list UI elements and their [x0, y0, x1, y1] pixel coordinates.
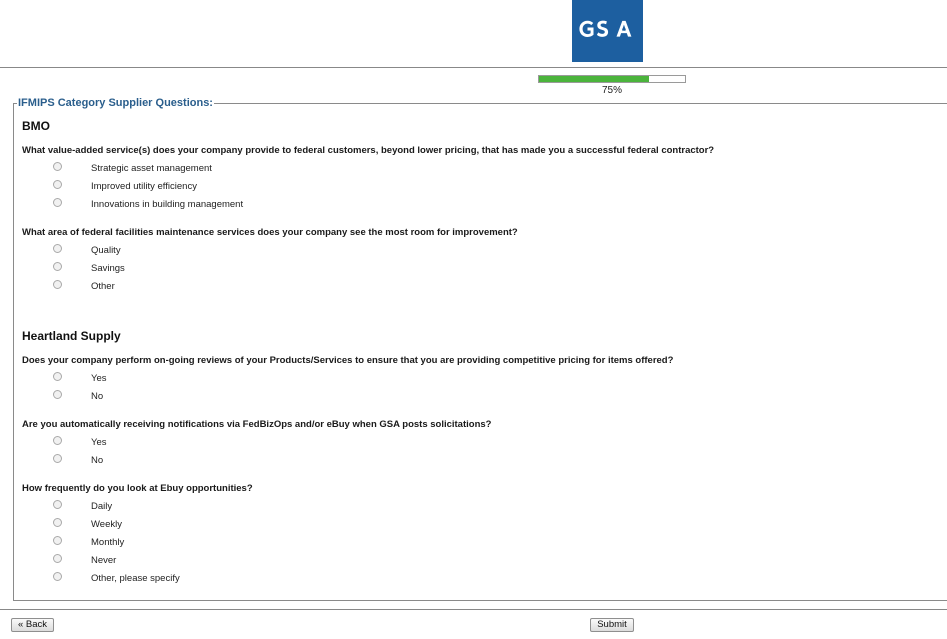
radio-option-label[interactable]: Other, please specify	[91, 573, 180, 584]
section-title-heartland-supply: Heartland Supply	[22, 329, 121, 343]
radio-option	[22, 389, 947, 407]
radio-option	[22, 197, 947, 215]
radio-button[interactable]	[53, 500, 62, 509]
radio-group	[22, 435, 947, 471]
radio-option-label[interactable]: Innovations in building management	[91, 199, 244, 210]
radio-group	[22, 161, 947, 215]
radio-option-label[interactable]: No	[91, 391, 104, 402]
radio-option-label[interactable]: Never	[91, 555, 117, 566]
progress-bar-fill	[539, 76, 649, 82]
radio-option	[22, 571, 947, 589]
section-title-bmo: BMO	[22, 119, 50, 133]
question-value-added-services	[22, 145, 947, 215]
radio-option	[22, 371, 947, 389]
progress-percent-label: 75%	[601, 85, 622, 96]
radio-option	[22, 261, 947, 279]
radio-button[interactable]	[53, 372, 62, 381]
question-text: What area of federal facilities maintenance services does your company see the most room for improvement?	[22, 227, 518, 238]
radio-option	[22, 553, 947, 571]
radio-button[interactable]	[53, 198, 62, 207]
radio-option-label[interactable]: Weekly	[91, 519, 122, 530]
radio-option-label[interactable]: No	[91, 455, 104, 466]
radio-option	[22, 453, 947, 471]
question-text: Are you automatically receiving notifications via FedBizOps and/or eBuy when GSA posts solicitations?	[22, 419, 492, 430]
radio-option	[22, 499, 947, 517]
question-ebuy-frequency	[22, 483, 947, 589]
radio-option	[22, 243, 947, 261]
radio-option-label[interactable]: Improved utility efficiency	[91, 181, 197, 192]
radio-option-label[interactable]: Daily	[91, 501, 113, 512]
radio-group	[22, 499, 947, 589]
radio-option-label[interactable]: Quality	[91, 245, 121, 256]
radio-option-label[interactable]: Other	[91, 281, 115, 292]
question-text: Does your company perform on-going reviews of your Products/Services to ensure that you are providing competitive pricing for items offered?	[22, 355, 674, 366]
radio-button[interactable]	[53, 518, 62, 527]
submit-button[interactable]: Submit	[590, 618, 634, 632]
radio-button[interactable]	[53, 454, 62, 463]
question-text: What value-added service(s) does your company provide to federal customers, beyond lower pricing, that has made you a successful federal contractor?	[22, 145, 715, 156]
back-button[interactable]: « Back	[11, 618, 54, 632]
gsa-logo	[572, 0, 643, 62]
radio-button[interactable]	[53, 554, 62, 563]
radio-button[interactable]	[53, 162, 62, 171]
radio-option-label[interactable]: Yes	[91, 437, 107, 448]
radio-option	[22, 179, 947, 197]
radio-option	[22, 161, 947, 179]
section-bmo	[22, 119, 947, 297]
radio-option	[22, 517, 947, 535]
radio-option-label[interactable]: Strategic asset management	[91, 163, 212, 174]
radio-option-label[interactable]: Savings	[91, 263, 125, 274]
supplier-questions-fieldset	[13, 97, 947, 601]
radio-button[interactable]	[53, 244, 62, 253]
progress-bar	[538, 75, 686, 83]
question-maintenance-improvement	[22, 227, 947, 297]
fieldset-legend: IFMIPS Category Supplier Questions:	[18, 97, 213, 109]
question-notifications	[22, 419, 947, 471]
gsa-logo-icon	[572, 0, 643, 62]
radio-button[interactable]	[53, 280, 62, 289]
section-heartland-supply	[22, 329, 947, 589]
radio-button[interactable]	[53, 390, 62, 399]
question-pricing-reviews	[22, 355, 947, 407]
radio-option	[22, 279, 947, 297]
radio-button[interactable]	[53, 536, 62, 545]
radio-option	[22, 435, 947, 453]
radio-button[interactable]	[53, 572, 62, 581]
header-divider	[0, 67, 947, 68]
radio-option-label[interactable]: Monthly	[91, 537, 125, 548]
radio-button[interactable]	[53, 262, 62, 271]
radio-button[interactable]	[53, 436, 62, 445]
radio-option-label[interactable]: Yes	[91, 373, 107, 384]
radio-group	[22, 371, 947, 407]
radio-button[interactable]	[53, 180, 62, 189]
question-text: How frequently do you look at Ebuy opportunities?	[22, 483, 253, 494]
radio-option	[22, 535, 947, 553]
radio-group	[22, 243, 947, 297]
footer-divider	[0, 609, 947, 610]
